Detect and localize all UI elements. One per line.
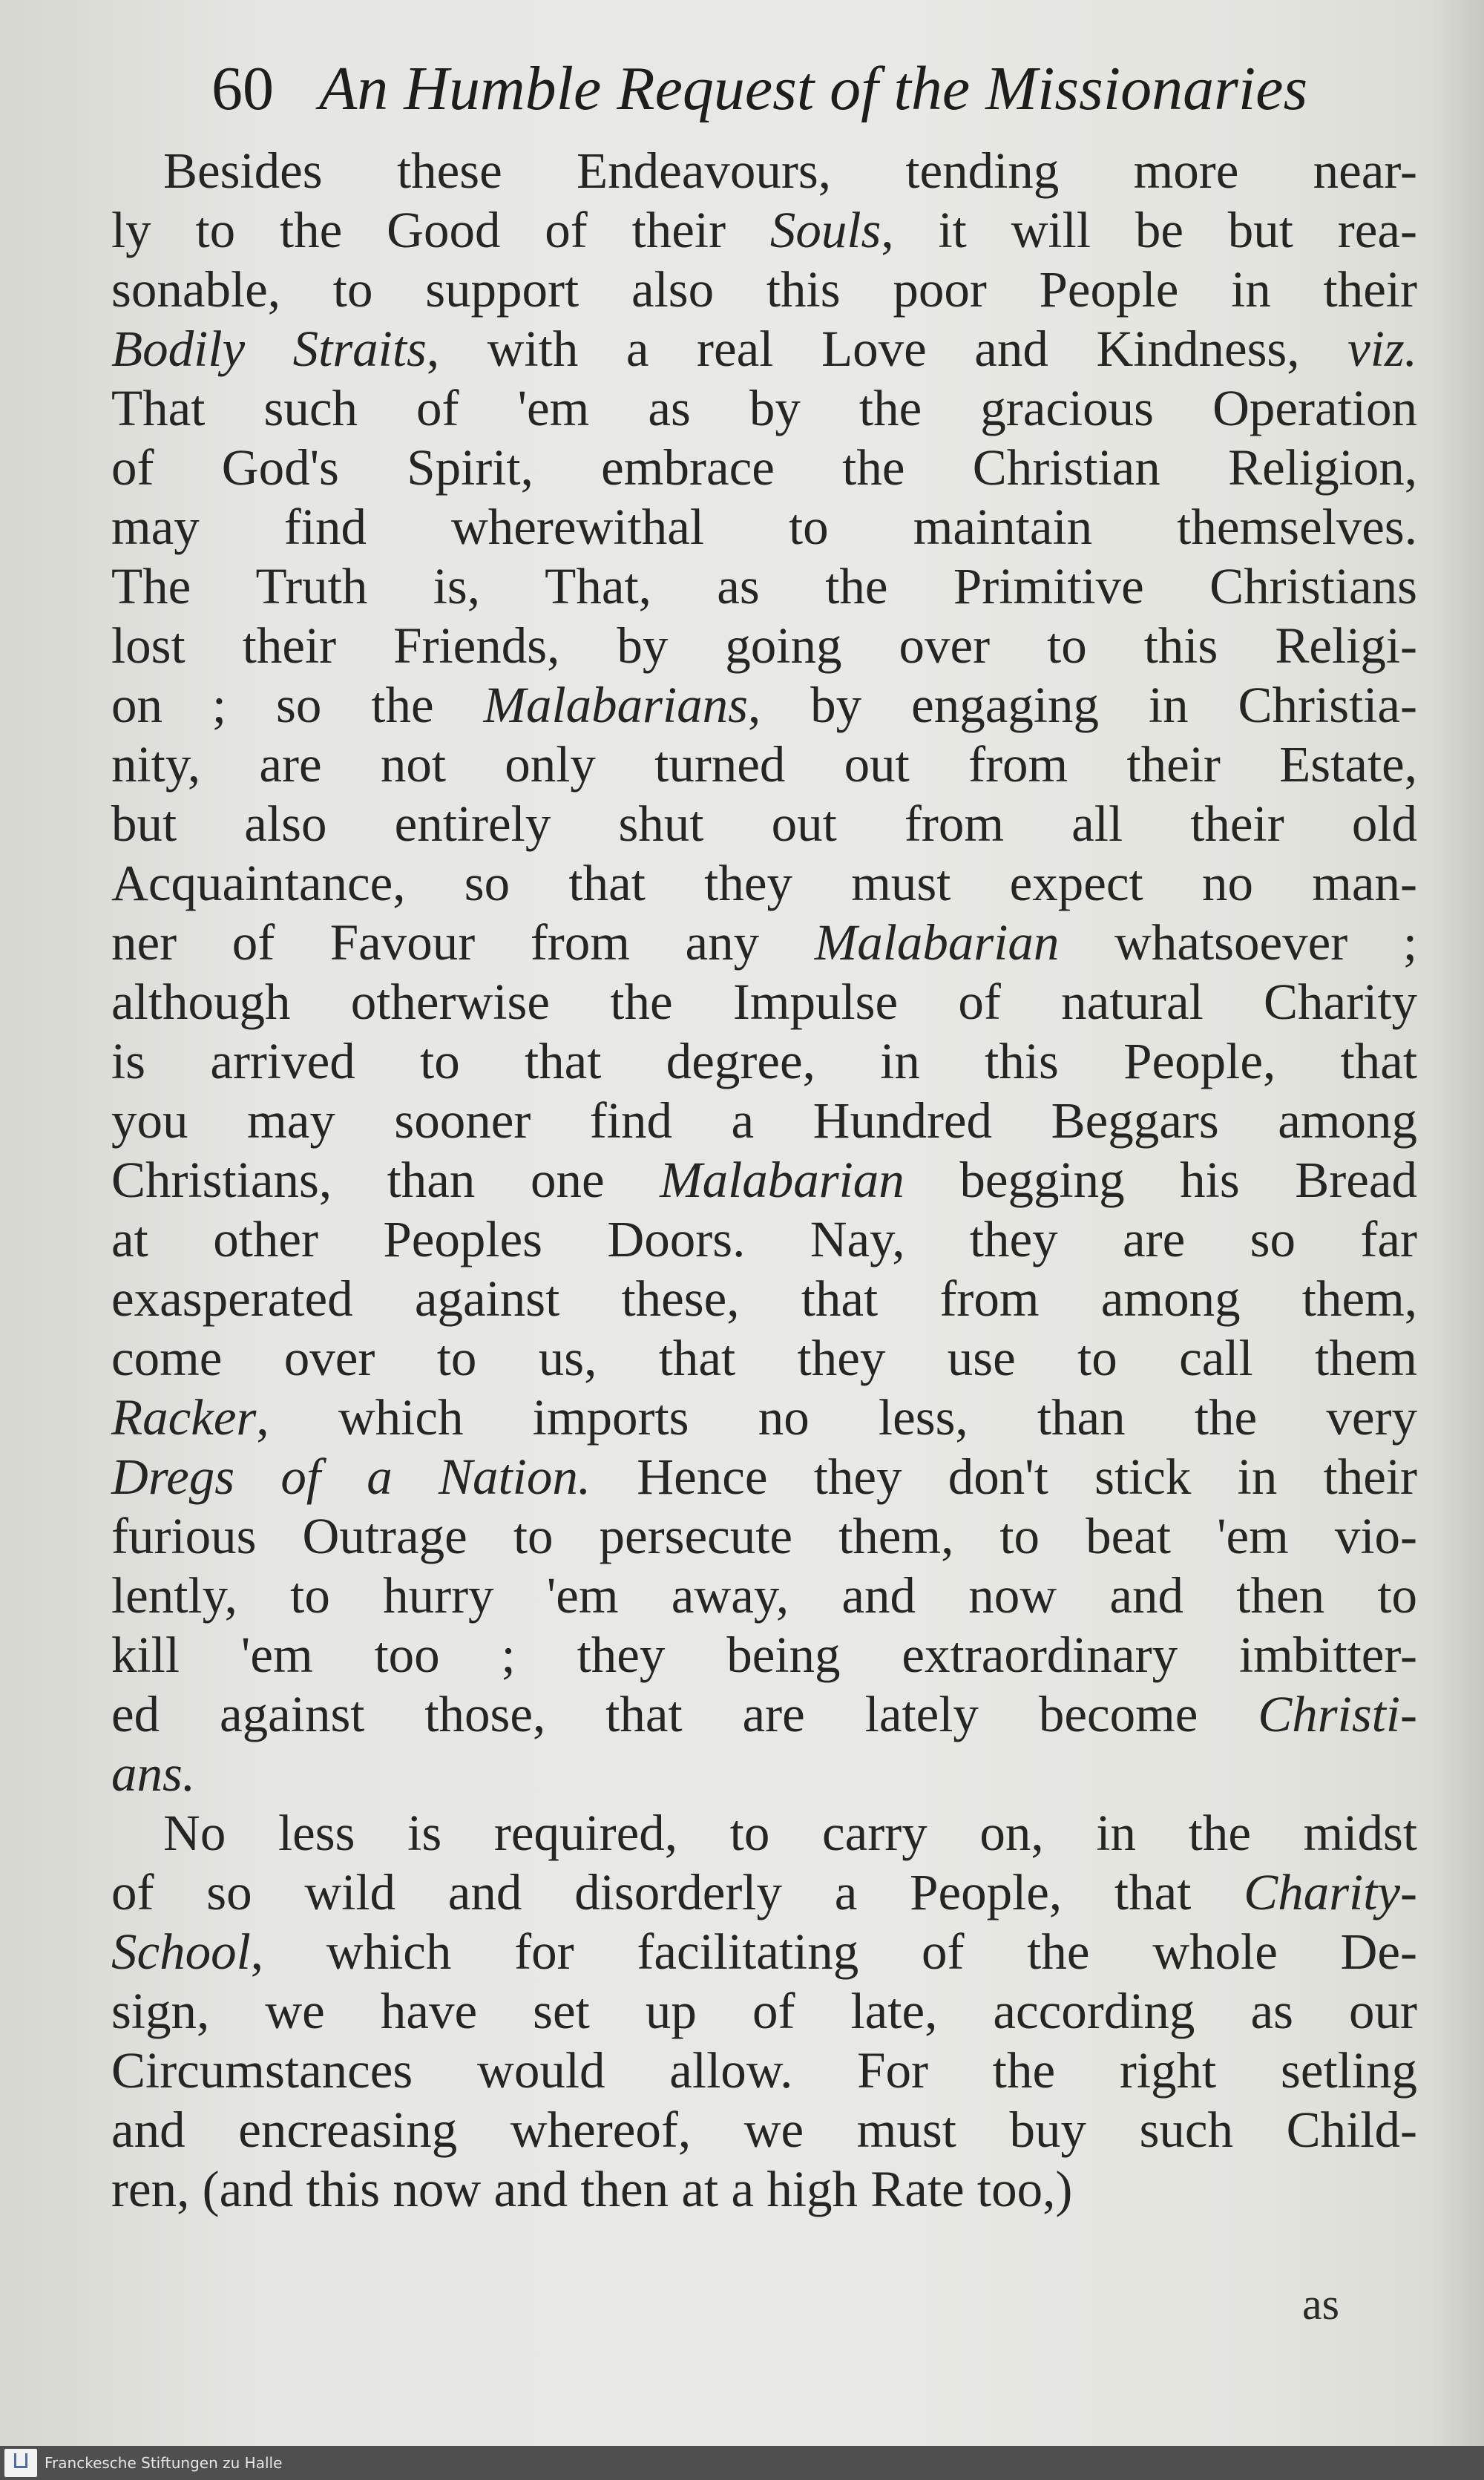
italic-text: Dregs of a Nation. <box>111 1449 591 1505</box>
text-line <box>111 972 1417 1031</box>
text-line <box>111 913 1417 972</box>
italic-text: Christi- <box>1258 1686 1417 1742</box>
text-run: , by engaging in Christia- <box>748 677 1417 733</box>
text-run: and encreasing whereof, we must buy such Child- <box>111 2102 1417 2158</box>
text-line <box>111 616 1417 675</box>
text-line <box>111 1388 1417 1447</box>
text-run: Hence they don't stick in their <box>591 1449 1417 1505</box>
text-line <box>111 1447 1417 1506</box>
text-run: ren, (and this now and then at a high Rate too,) <box>111 2161 1073 2217</box>
text-line <box>111 1566 1417 1625</box>
text-line <box>111 557 1417 616</box>
text-run: ly to the Good of their <box>111 202 770 258</box>
text-line <box>111 735 1417 794</box>
text-run: , with a real Love and Kindness, <box>426 321 1348 377</box>
catchword: as <box>1302 2280 1339 2329</box>
text-line <box>111 2041 1417 2100</box>
text-run: , which for facilitating of the whole De- <box>250 1923 1417 1980</box>
paragraph <box>111 141 1417 1803</box>
text-run: ner of Favour from any <box>111 914 815 971</box>
text-run: ed against those, that are lately become <box>111 1686 1258 1742</box>
text-line <box>111 497 1417 557</box>
text-run: Acquaintance, so that they must expect no man- <box>111 855 1417 911</box>
text-run: nity, are not only turned out from their Estate, <box>111 736 1417 793</box>
text-run: you may sooner find a Hundred Beggars among <box>111 1092 1417 1149</box>
text-run: on ; so the <box>111 677 484 733</box>
text-run: No less is required, to carry on, in the midst <box>163 1805 1417 1861</box>
text-line <box>111 675 1417 735</box>
institution-name: Franckesche Stiftungen zu Halle <box>45 2454 283 2472</box>
italic-text: Charity- <box>1244 1864 1417 1920</box>
text-run: although otherwise the Impulse of natural Charity <box>111 974 1417 1030</box>
text-run: lently, to hurry 'em away, and now and then to <box>111 1567 1417 1624</box>
text-run: Circumstances would allow. For the right setling <box>111 2042 1417 2099</box>
text-run: The Truth is, That, as the Primitive Christians <box>111 558 1417 614</box>
italic-text: Racker <box>111 1389 257 1446</box>
text-line <box>111 1031 1417 1091</box>
text-line <box>111 1506 1417 1566</box>
text-line <box>111 1625 1417 1685</box>
page-edge-shadow <box>1432 0 1484 2446</box>
text-line <box>111 1922 1417 1981</box>
text-run: , which imports no less, than the very <box>256 1389 1417 1446</box>
text-run: but also entirely shut out from all their old <box>111 795 1417 852</box>
text-run: lost their Friends, by going over to this Religi- <box>111 617 1417 674</box>
page-number: 60 <box>211 54 274 123</box>
text-line <box>111 794 1417 853</box>
italic-text: Malabarian <box>660 1152 904 1208</box>
text-line <box>111 378 1417 438</box>
italic-text: ans. <box>111 1745 196 1802</box>
text-line <box>111 2100 1417 2159</box>
body-text <box>111 141 1417 2219</box>
text-run: furious Outrage to persecute them, to beat 'em vio- <box>111 1508 1417 1564</box>
text-line <box>111 1150 1417 1210</box>
text-line <box>111 1328 1417 1388</box>
text-line <box>111 1744 1417 1803</box>
text-run: sonable, to support also this poor People in their <box>111 261 1417 318</box>
text-line <box>111 141 1417 200</box>
text-run: at other Peoples Doors. Nay, they are so far <box>111 1211 1417 1267</box>
text-run: , it will be but rea- <box>881 202 1417 258</box>
text-run: Christians, than one <box>111 1152 660 1208</box>
text-run: may find wherewithal to maintain themselves. <box>111 499 1417 555</box>
italic-text: Malabarian <box>814 914 1060 971</box>
text-run: Besides these Endeavours, tending more near- <box>163 142 1417 199</box>
text-line <box>111 1269 1417 1328</box>
text-line <box>111 438 1417 497</box>
text-run: exasperated against these, that from among them, <box>111 1270 1417 1327</box>
text-line <box>111 319 1417 378</box>
paragraph <box>111 1803 1417 2219</box>
text-line <box>111 1981 1417 2041</box>
text-run: of so wild and disorderly a People, that <box>111 1864 1244 1920</box>
text-run: begging his Bread <box>904 1152 1417 1208</box>
text-line <box>111 1863 1417 1922</box>
text-run: sign, we have set up of late, according as our <box>111 1983 1417 2039</box>
italic-text: Malabarians <box>483 677 749 733</box>
running-title: An Humble Request of the Missionaries <box>319 54 1308 123</box>
text-line <box>111 200 1417 260</box>
text-run: whatsoever ; <box>1059 914 1417 971</box>
italic-text: viz. <box>1347 321 1417 377</box>
text-line <box>111 1803 1417 1863</box>
text-line <box>111 853 1417 913</box>
italic-text: Bodily Straits <box>111 321 427 377</box>
text-line <box>111 260 1417 319</box>
text-line <box>111 2159 1417 2219</box>
text-line <box>111 1210 1417 1269</box>
text-line <box>111 1685 1417 1744</box>
institution-logo-icon <box>4 2449 37 2477</box>
page-header <box>211 45 1414 134</box>
italic-text: School <box>111 1923 251 1980</box>
text-run: of God's Spirit, embrace the Christian Religion, <box>111 439 1417 496</box>
italic-text: Souls <box>769 202 881 258</box>
text-run: That such of 'em as by the gracious Operation <box>111 380 1417 436</box>
text-run: come over to us, that they use to call them <box>111 1330 1417 1386</box>
text-run: is arrived to that degree, in this People, that <box>111 1033 1417 1089</box>
text-run: kill 'em too ; they being extraordinary imbitter- <box>111 1627 1417 1683</box>
text-line <box>111 1091 1417 1150</box>
